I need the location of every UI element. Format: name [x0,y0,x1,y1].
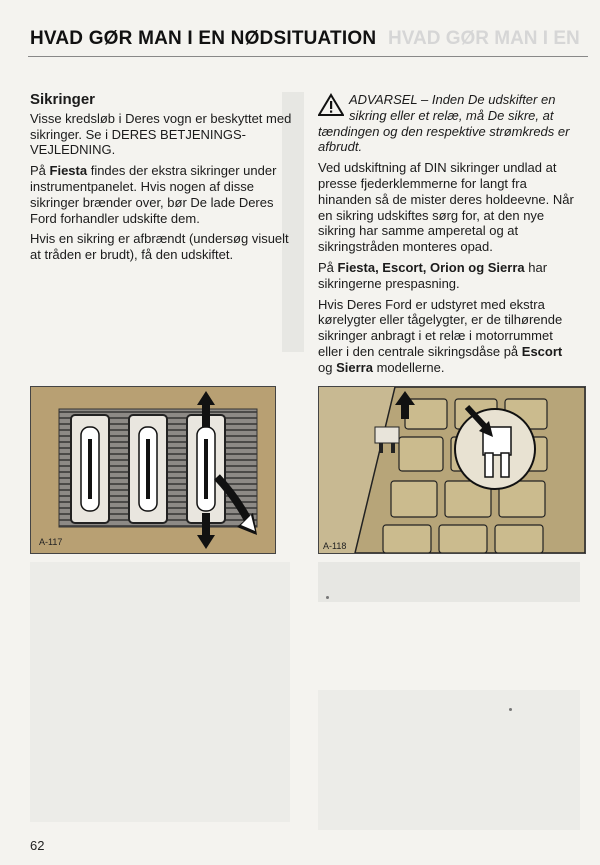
body-paragraph [30,231,298,263]
right-column [318,92,576,381]
paragraph-text: og [318,359,337,375]
figure-label-a118: A-118 [323,541,347,551]
bleed-through-block [318,562,580,602]
left-column [30,92,298,268]
section-heading: Sikringer [30,91,96,108]
page-title: HVAD GØR MAN I EN NØDSITUATION [30,28,377,49]
paragraph-text: På [318,259,338,275]
paragraph-text: Ved udskiftning af DIN sikringer undlad at presse fjederklemmerne for langt fra hinanden så de mister deres holdeevne. Når en sikring udskiftes sørg for, at den nye sikring har samme amperetal og at sikringstråden monteres opad. [318,160,574,255]
warning-triangle-icon [318,93,344,117]
emphasized-text: Fiesta [49,163,88,179]
fuse-box-figure [318,386,586,554]
body-paragraph [30,111,298,158]
header-rule [28,56,588,57]
paragraph-text: findes der ekstra sikringer under instrumentpanelet. Hvis nogen af disse sikringer brænder over, bør De lade Deres Ford forhandler udskifte dem. [30,163,277,226]
paragraph-text: har sikringerne prespasning. [318,259,548,291]
bleed-through-right [318,690,580,830]
page-number: 62 [30,838,45,853]
body-paragraph [318,297,576,376]
fuse-replacement-figure [30,386,276,554]
paragraph-text: På [30,163,50,179]
paragraph-text: Visse kredsløb i Deres vogn er beskyttet med sikringer. Se i DERES BETJENINGS-VEJLEDNING. [30,110,292,158]
figure-label-a117: A-117 [39,537,63,547]
body-paragraph [318,160,576,255]
right-paragraphs [318,160,576,375]
print-speck [509,708,512,711]
emphasized-text: Fiesta, Escort, Orion og Sierra [337,259,525,275]
body-paragraph [318,260,576,292]
paragraph-text: modellerne. [372,359,445,375]
paragraph-text: Hvis en sikring er afbrændt (undersøg visuelt at tråden er brudt), få den udskiftet. [30,231,289,263]
warning-text: ADVARSEL – Inden De udskifter en sikring eller et relæ, må De sikre, at tændingen og den respektive strømkreds er afbrudt. [318,92,570,155]
paragraph-text: Hvis Deres Ford er udstyret med ekstra kørelygter eller tågelygter, er de tilhørende sikringer anbragt i et relæ i motorrummet eller i den centrale sikringsdåse på [318,296,563,359]
emphasized-text: Escort [521,343,563,359]
warning-block [318,92,576,155]
fuse-illustration [31,387,275,553]
bleed-through-title: HVAD GØR MAN I EN [388,28,580,49]
bleed-through-left [30,562,290,822]
fuse-box-illustration [319,387,585,553]
left-paragraphs [30,111,298,263]
print-speck [326,596,329,599]
body-paragraph [30,163,298,226]
emphasized-text: Sierra [336,359,373,375]
